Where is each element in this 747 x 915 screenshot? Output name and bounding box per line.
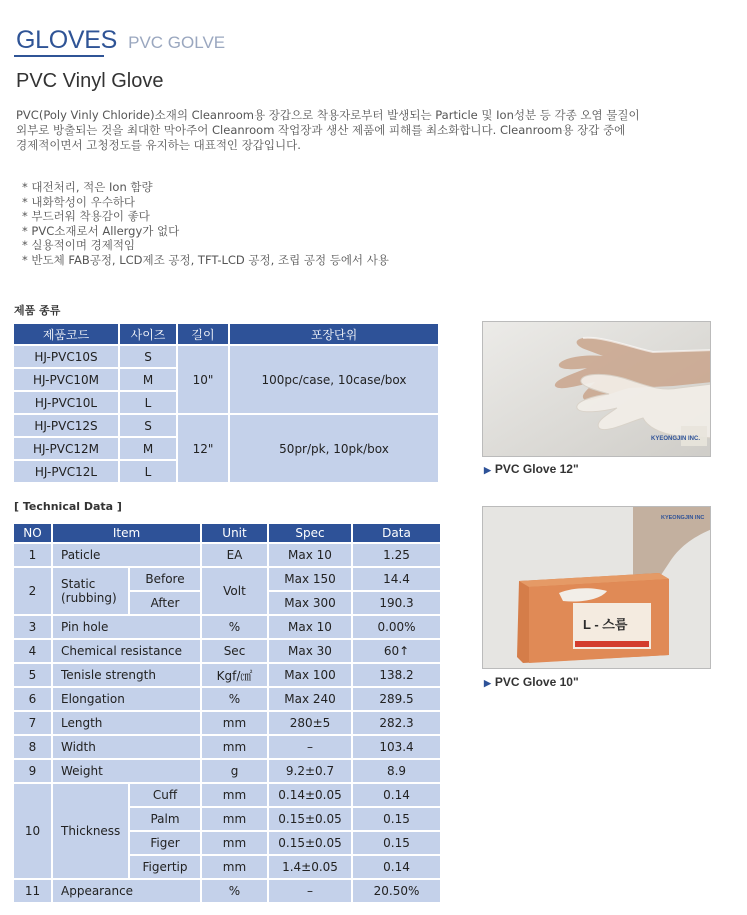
feature-item: * PVC소재로서 Allergy가 없다 — [22, 224, 389, 239]
intro-line: 경제적이면서 고청정도를 유지하는 대표적인 장갑입니다. — [16, 138, 301, 152]
row-item: Width — [53, 736, 200, 758]
photo-watermark: KYEONGJIN INC — [661, 515, 705, 521]
static-label-sub: (rubbing) — [61, 591, 117, 605]
row-unit: % — [202, 688, 267, 710]
row-no: 6 — [14, 688, 51, 710]
feature-item: * 반도체 FAB공정, LCD제조 공정, TFT-LCD 공정, 조립 공정 등에서 사용 — [22, 253, 389, 268]
row-spec: Max 240 — [269, 688, 351, 710]
glove-12-photo — [482, 321, 711, 457]
caption-text: PVC Glove 12" — [494, 462, 579, 476]
table-row — [14, 415, 438, 436]
row-data: 1.25 — [353, 544, 440, 566]
product-title: PVC Vinyl Glove — [16, 70, 164, 92]
product-size: S — [120, 415, 176, 436]
row-spec: Max 10 — [269, 616, 351, 638]
row-no: 8 — [14, 736, 51, 758]
row-unit: Kgf/㎠ — [202, 664, 267, 686]
row-spec: – — [269, 736, 351, 758]
category-subtitle: PVC GOLVE — [128, 33, 226, 52]
col-header-length: 길이 — [178, 324, 228, 344]
product-size: L — [120, 461, 176, 482]
product-code: HJ-PVC12S — [14, 415, 118, 436]
intro-line: PVC(Poly Vinly Chloride)소재의 Cleanroom용 장갑으로 착용자로부터 발생되는 Particle 및 Ion성분 등 각종 오염 물질이 — [16, 108, 640, 122]
row-spec: 0.15±0.05 — [269, 832, 351, 854]
row-spec: 0.15±0.05 — [269, 808, 351, 830]
technical-data-table — [12, 522, 442, 904]
product-code: HJ-PVC10M — [14, 369, 118, 390]
table-row — [14, 616, 440, 638]
row-spec: Max 100 — [269, 664, 351, 686]
row-spec: Max 30 — [269, 640, 351, 662]
row-spec: Max 10 — [269, 544, 351, 566]
row-item: Weight — [53, 760, 200, 782]
table-row — [14, 640, 440, 662]
glove-12-caption — [484, 462, 579, 476]
row-unit: g — [202, 760, 267, 782]
feature-item: * 내화학성이 우수하다 — [22, 195, 389, 210]
product-size: L — [120, 392, 176, 413]
row-subitem: Palm — [130, 808, 200, 830]
row-item: Elongation — [53, 688, 200, 710]
row-spec: Max 150 — [269, 568, 351, 590]
row-item: Pin hole — [53, 616, 200, 638]
table-row — [14, 760, 440, 782]
table-header-row — [14, 524, 440, 542]
caption-arrow-icon: ▶ — [484, 678, 491, 688]
row-data: 20.50% — [353, 880, 440, 902]
table-row — [14, 712, 440, 734]
product-code: HJ-PVC10L — [14, 392, 118, 413]
row-no: 4 — [14, 640, 51, 662]
technical-section-title: [ Technical Data ] — [14, 500, 122, 513]
col-header-spec: Spec — [269, 524, 351, 542]
product-size: M — [120, 369, 176, 390]
table-row — [14, 880, 440, 902]
row-unit: mm — [202, 856, 267, 878]
product-section-title: 제품 종류 — [14, 304, 61, 317]
row-unit: mm — [202, 808, 267, 830]
row-unit: EA — [202, 544, 267, 566]
table-row — [14, 568, 440, 590]
row-item — [53, 568, 128, 614]
glove-10-photo — [482, 506, 711, 669]
row-unit: mm — [202, 832, 267, 854]
row-data: 0.15 — [353, 808, 440, 830]
row-item: Chemical resistance — [53, 640, 200, 662]
row-data: 282.3 — [353, 712, 440, 734]
row-data: 289.5 — [353, 688, 440, 710]
glove-10-caption — [484, 675, 579, 689]
row-subitem: Before — [130, 568, 200, 590]
caption-arrow-icon: ▶ — [484, 465, 491, 475]
product-length: 10" — [178, 346, 228, 413]
row-data: 0.15 — [353, 832, 440, 854]
table-row — [14, 784, 440, 806]
row-data: 0.14 — [353, 856, 440, 878]
row-item: Length — [53, 712, 200, 734]
row-item: Thickness — [53, 784, 128, 878]
product-code: HJ-PVC10S — [14, 346, 118, 367]
row-unit: mm — [202, 736, 267, 758]
photo-watermark: KYEONGJIN INC. — [651, 436, 701, 442]
row-no: 7 — [14, 712, 51, 734]
table-header-row — [14, 324, 438, 344]
row-spec: – — [269, 880, 351, 902]
product-packing: 50pr/pk, 10pk/box — [230, 415, 438, 482]
static-label: Static — [61, 577, 96, 591]
row-no: 2 — [14, 568, 51, 614]
row-unit: mm — [202, 712, 267, 734]
row-spec: 9.2±0.7 — [269, 760, 351, 782]
col-header-packing: 포장단위 — [230, 324, 438, 344]
row-no: 3 — [14, 616, 51, 638]
row-item: Paticle — [53, 544, 200, 566]
category-title: GLOVES — [16, 26, 118, 54]
row-data: 14.4 — [353, 568, 440, 590]
row-item: Tenisle strength — [53, 664, 200, 686]
row-data: 60↑ — [353, 640, 440, 662]
row-unit: mm — [202, 784, 267, 806]
table-row — [14, 346, 438, 367]
row-data: 0.00% — [353, 616, 440, 638]
row-unit: Volt — [202, 568, 267, 614]
product-size: S — [120, 346, 176, 367]
product-intro — [16, 108, 716, 153]
row-subitem: Figertip — [130, 856, 200, 878]
feature-item: * 실용적이며 경제적임 — [22, 238, 389, 253]
feature-item: * 대전처리, 적은 Ion 함량 — [22, 180, 389, 195]
row-item: Appearance — [53, 880, 200, 902]
row-data: 8.9 — [353, 760, 440, 782]
row-data: 0.14 — [353, 784, 440, 806]
page-header — [16, 26, 225, 55]
row-no: 9 — [14, 760, 51, 782]
feature-item: * 부드러워 착용감이 좋다 — [22, 209, 389, 224]
row-no: 1 — [14, 544, 51, 566]
row-no: 5 — [14, 664, 51, 686]
row-spec: 0.14±0.05 — [269, 784, 351, 806]
row-data: 190.3 — [353, 592, 440, 614]
col-header-no: NO — [14, 524, 51, 542]
row-unit: Sec — [202, 640, 267, 662]
col-header-code: 제품코드 — [14, 324, 118, 344]
row-unit: % — [202, 880, 267, 902]
glove-10-illustration — [483, 507, 711, 669]
row-spec: 1.4±0.05 — [269, 856, 351, 878]
intro-line: 외부로 방출되는 것을 최대한 막아주어 Cleanroom 작업장과 생산 제품에 피해를 최소화합니다. Cleanroom용 장갑 중에 — [16, 123, 626, 137]
row-no: 10 — [14, 784, 51, 878]
header-underline — [14, 55, 104, 57]
table-row — [14, 664, 440, 686]
col-header-data: Data — [353, 524, 440, 542]
glove-12-illustration — [483, 322, 711, 457]
row-no: 11 — [14, 880, 51, 902]
product-table — [12, 322, 440, 484]
box-label: L - 스름 — [583, 617, 628, 632]
table-row — [14, 544, 440, 566]
row-subitem: Cuff — [130, 784, 200, 806]
feature-list — [22, 180, 389, 267]
row-data: 103.4 — [353, 736, 440, 758]
row-spec: 280±5 — [269, 712, 351, 734]
table-row — [14, 688, 440, 710]
product-packing: 100pc/case, 10case/box — [230, 346, 438, 413]
row-unit: % — [202, 616, 267, 638]
col-header-item: Item — [53, 524, 200, 542]
col-header-unit: Unit — [202, 524, 267, 542]
table-row — [14, 736, 440, 758]
col-header-size: 사이즈 — [120, 324, 176, 344]
product-size: M — [120, 438, 176, 459]
product-length: 12" — [178, 415, 228, 482]
row-subitem: Figer — [130, 832, 200, 854]
caption-text: PVC Glove 10" — [494, 675, 579, 689]
row-data: 138.2 — [353, 664, 440, 686]
product-code: HJ-PVC12M — [14, 438, 118, 459]
row-spec: Max 300 — [269, 592, 351, 614]
product-code: HJ-PVC12L — [14, 461, 118, 482]
row-subitem: After — [130, 592, 200, 614]
